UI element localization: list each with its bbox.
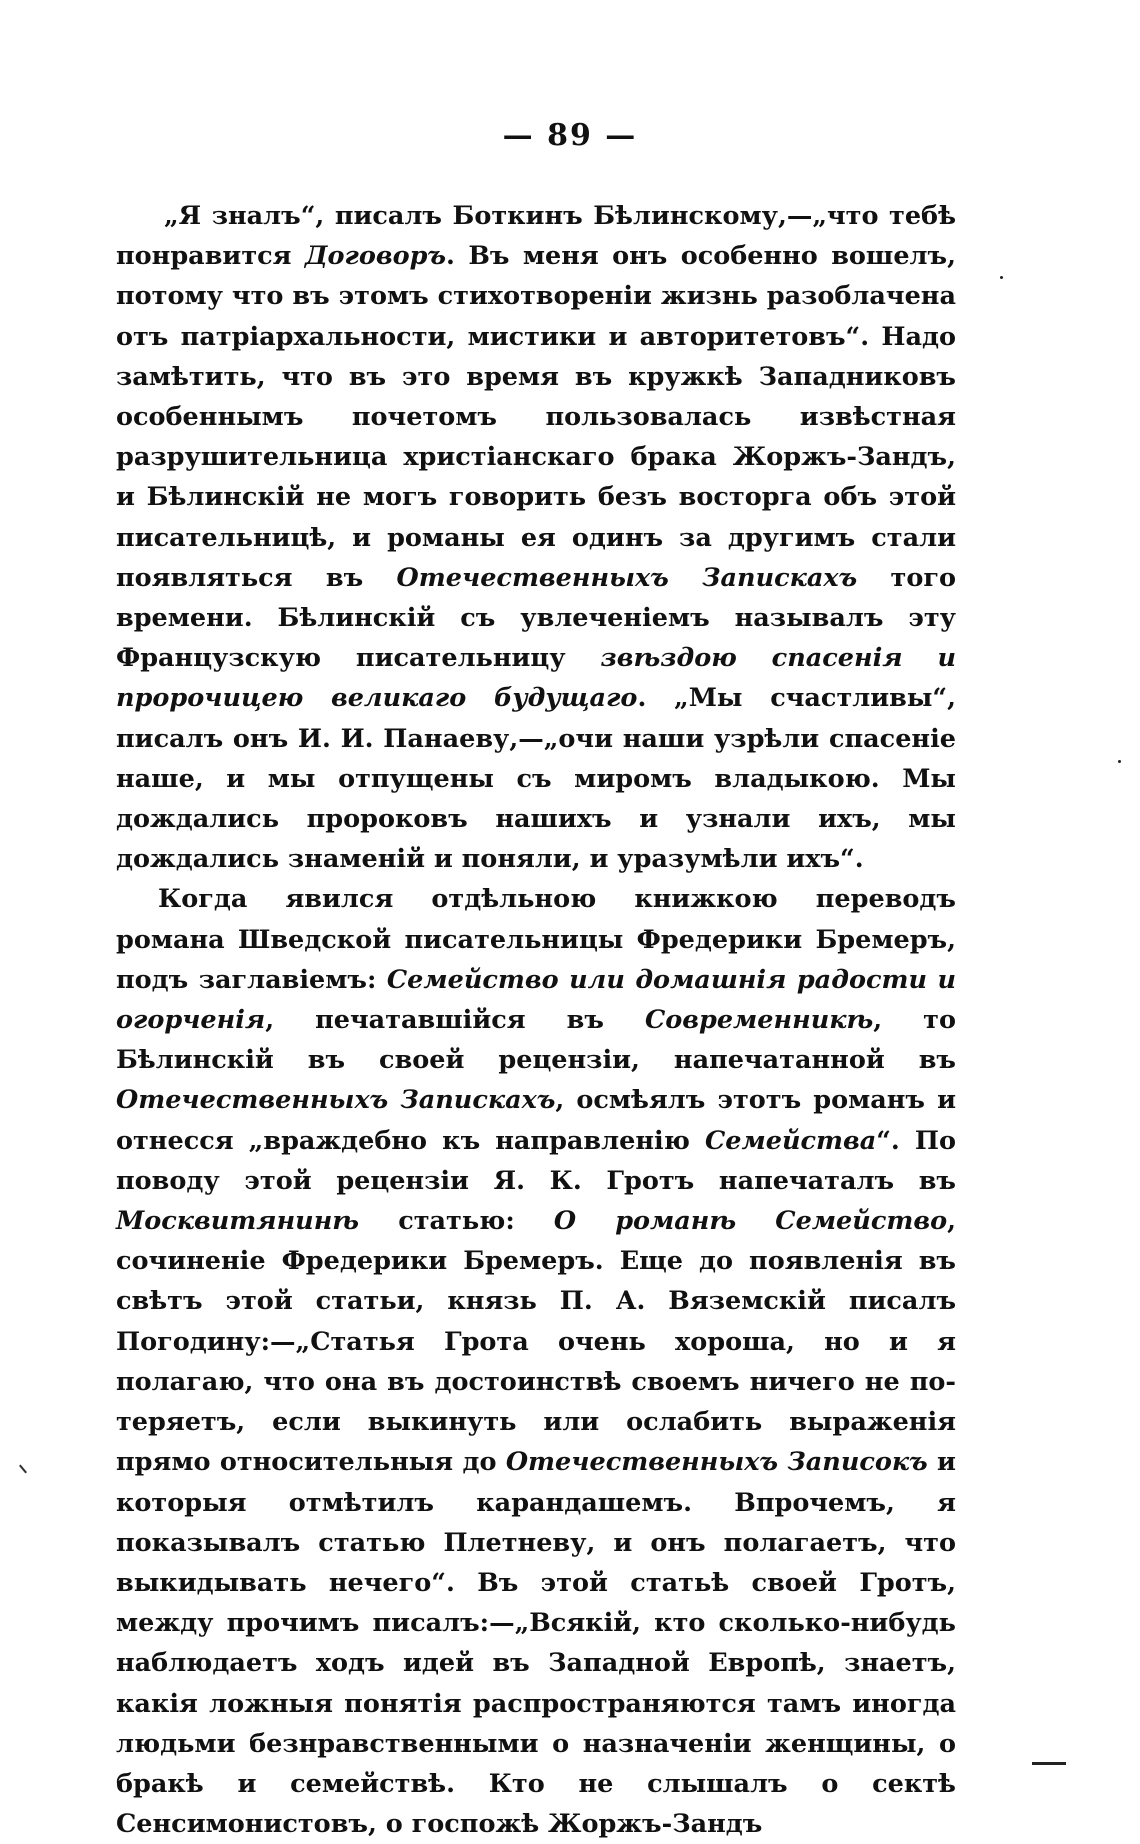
paragraph-1-italic-2: Отечественныхъ Запискахъ bbox=[396, 562, 858, 593]
paragraph-2-italic-5: Москвитянинѣ bbox=[116, 1206, 360, 1237]
paragraph-2 bbox=[116, 879, 956, 1844]
scan-dash bbox=[1032, 1762, 1066, 1765]
paragraph-2-italic-7: Отечественныхъ Записокъ bbox=[505, 1447, 928, 1478]
paragraph-1-italic-3: звѣздою спасенія и пророчицею великаго будущаго bbox=[116, 643, 956, 714]
page-number: — 89 — bbox=[502, 118, 638, 153]
paragraph-2-text-6: статью: bbox=[359, 1206, 554, 1237]
scan-speck bbox=[1118, 760, 1121, 763]
paragraph-2-text-4: , осмѣялъ этотъ романъ и отнесся „враждебно къ направленію bbox=[116, 1085, 957, 1156]
scan-mark bbox=[19, 1465, 27, 1474]
paragraph-2-text-8: и которыя отмѣтилъ карандашемъ. Впрочемъ, я показывалъ статью Плетневу, и онъ полагаетъ, что выкидывать нечего“. Въ этой статьѣ своей Гротъ, между прочимъ писалъ:—„Всякій, кто сколько-нибудь наблюдаетъ ходъ идей въ Западной Европѣ, знаетъ, какія ложныя понятія распространяются тамъ иногда людьми безнравственными о назначеніи женщины, о бракѣ и семействѣ. Кто не слышалъ о сектѣ Сенсимонистовъ, о госпожѣ Жоржъ-Зандъ bbox=[116, 1447, 956, 1840]
paragraph-2-text-3: , то Бѣлинскій въ своей рецензіи, напечатанной въ bbox=[116, 1005, 956, 1076]
paragraph-2-text-5: “. По поводу этой рецензіи Я. К. Гротъ напечаталъ въ bbox=[116, 1125, 956, 1196]
paragraph-2-italic-4: Семейства bbox=[704, 1125, 877, 1156]
paragraph-1-text-1: „Я зналъ“, писалъ Боткинъ Бѣлинскому,—„что тебѣ понравится bbox=[116, 201, 956, 272]
paragraph-2-italic-6: О романѣ Семейство bbox=[553, 1206, 948, 1237]
paragraph-2-italic-1: Семейство или домашнія радости и огорченія bbox=[116, 964, 957, 1036]
paragraph-2-text-7: , сочиненіе Фредерики Бремеръ. Еще до появленія въ свѣтъ этой статьи, князь П. А. Вяземскій писалъ Погодину:—„Статья Грота очень хороша, но и я полагаю, что она въ достоинствѣ своемъ ничего не потеряетъ, если выкинуть или ослабить выраженія прямо относительныя до bbox=[116, 1206, 956, 1478]
paragraph-2-italic-3: Отечественныхъ Запискахъ bbox=[116, 1085, 556, 1116]
scan-speck bbox=[1000, 276, 1003, 279]
paragraph-1-italic-1: Договоръ bbox=[304, 241, 447, 272]
paragraph-1-text-2: . Въ меня онъ особенно вошелъ, потому что въ этомъ стихотвореніи жизнь разоблачена отъ патріархальности, мистики и авторитетовъ“. Надо замѣтить, что въ это время въ кружкѣ Западниковъ особеннымъ почетомъ пользовалась извѣстная разрушительница христіанскаго брака Жоржъ-Зандъ, и Бѣлинскій не могъ говорить безъ восторга объ этой писательницѣ, и романы ея одинъ за другимъ стали появляться въ bbox=[116, 241, 956, 593]
paragraph-1 bbox=[116, 196, 956, 879]
paragraph-2-italic-2: Современникѣ bbox=[644, 1005, 874, 1036]
paragraph-2-text-2: , печатавшійся въ bbox=[265, 1005, 645, 1036]
paragraph-2-text-1: Когда явился отдѣльною книжкою переводъ романа Шведской писательницы Фредерики Бремеръ, подъ заглавіемъ: bbox=[116, 884, 956, 995]
paragraph-1-text-3: того времени. Бѣлинскій съ увлеченіемъ называлъ эту Французскую писательницу bbox=[116, 562, 957, 674]
body-text bbox=[116, 196, 956, 1844]
paragraph-1-text-4: . „Мы счастливы“, писалъ онъ И. И. Панаеву,—„очи наши узрѣли спасеніе наше, и мы отпущены съ миромъ владыкою. Мы дождались пророковъ нашихъ и узнали ихъ, мы дождались знаменій и поняли, и уразумѣли ихъ“. bbox=[116, 683, 956, 875]
